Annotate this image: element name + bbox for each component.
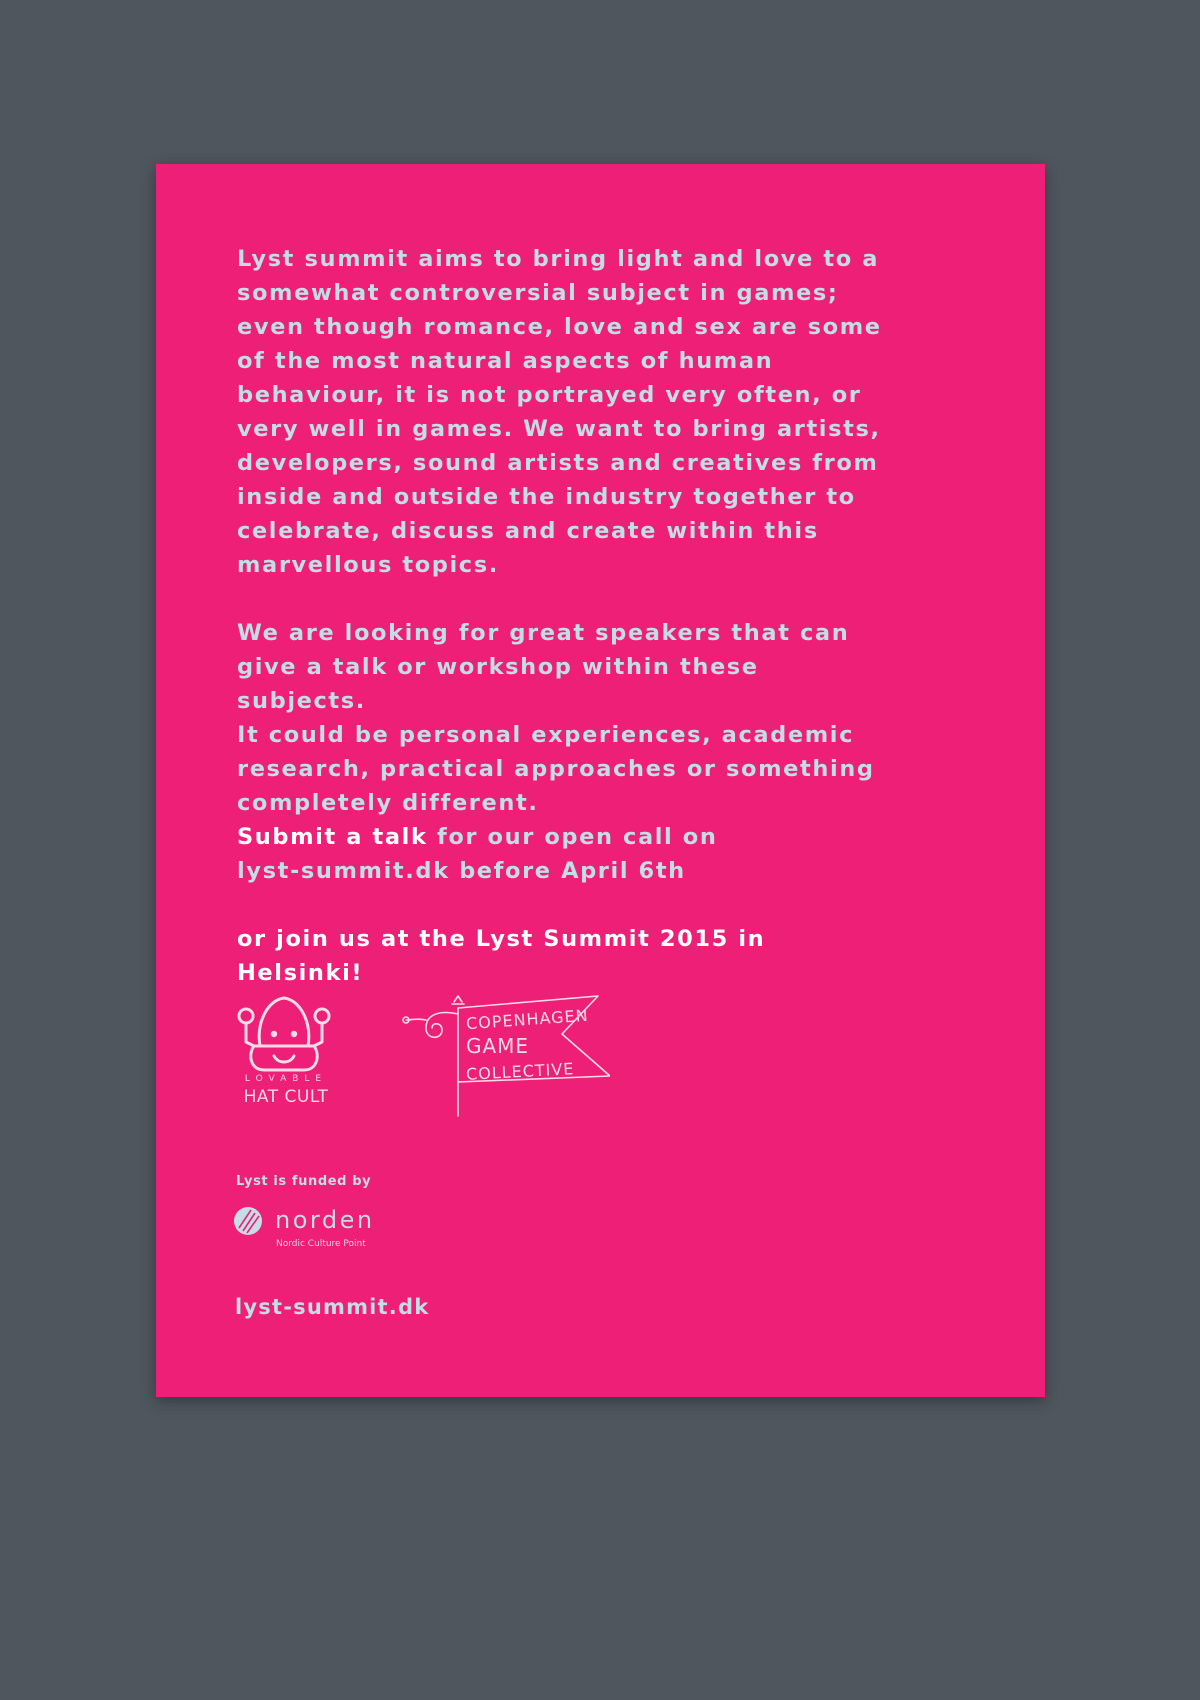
intro-line: Lyst summit aims to bring light and love to a	[237, 246, 879, 272]
intro-line: celebrate, discuss and create within this	[237, 518, 819, 544]
call-line-1	[237, 820, 897, 854]
partner-logos	[234, 994, 634, 1124]
cgc-line-2: GAME	[466, 1034, 530, 1058]
intro-line: behaviour, it is not portrayed very often, or	[237, 382, 862, 408]
speakers-line: It could be personal experiences, academic	[237, 722, 855, 748]
swan-circle-icon	[233, 1206, 263, 1236]
lovable-hat-cult-logo	[234, 994, 342, 1119]
hat-cult-mascot-icon	[234, 994, 338, 1076]
intro-line: marvellous topics.	[237, 552, 499, 578]
intro-line: somewhat controversial subject in games;	[237, 280, 839, 306]
intro-line: of the most natural aspects of human	[237, 348, 774, 374]
speakers-line: We are looking for great speakers that can	[237, 620, 850, 646]
call-rest: for our open call on	[427, 824, 718, 850]
call-line-2: lyst-summit.dk before April 6th	[237, 858, 686, 884]
speakers-line: give a talk or workshop within these subjects.	[237, 654, 759, 714]
paragraph-gap	[237, 582, 897, 616]
norden-subtitle: Nordic Culture Point	[276, 1239, 366, 1249]
document-page	[156, 164, 1045, 1397]
intro-line: inside and outside the industry together to	[237, 484, 856, 510]
intro-line: developers, sound artists and creatives from	[237, 450, 879, 476]
site-url: lyst-summit.dk	[235, 1295, 430, 1319]
cgc-line-1: COPENHAGEN	[465, 1005, 590, 1034]
body-text	[237, 242, 897, 990]
call-to-action	[237, 820, 897, 888]
submit-talk-highlight: Submit a talk	[237, 824, 428, 850]
cgc-line-3: COLLECTIVE	[465, 1059, 575, 1084]
norden-logo	[233, 1206, 403, 1256]
hat-cult-top-text: LOVABLE	[244, 1074, 328, 1084]
speakers-paragraph	[237, 616, 897, 820]
speakers-line: completely different.	[237, 790, 539, 816]
hat-cult-bottom-text: HAT CULT	[243, 1087, 329, 1107]
paragraph-gap	[237, 888, 897, 922]
intro-line: even though romance, love and sex are some	[237, 314, 882, 340]
intro-paragraph	[237, 242, 897, 582]
funded-by-label: Lyst is funded by	[236, 1174, 372, 1189]
copenhagen-game-collective-logo	[400, 994, 610, 1124]
join-line: or join us at the Lyst Summit 2015 in Helsinki!	[237, 926, 766, 986]
norden-wordmark: norden	[275, 1206, 375, 1234]
intro-line: very well in games. We want to bring artists,	[237, 416, 881, 442]
speakers-line: research, practical approaches or something	[237, 756, 875, 782]
